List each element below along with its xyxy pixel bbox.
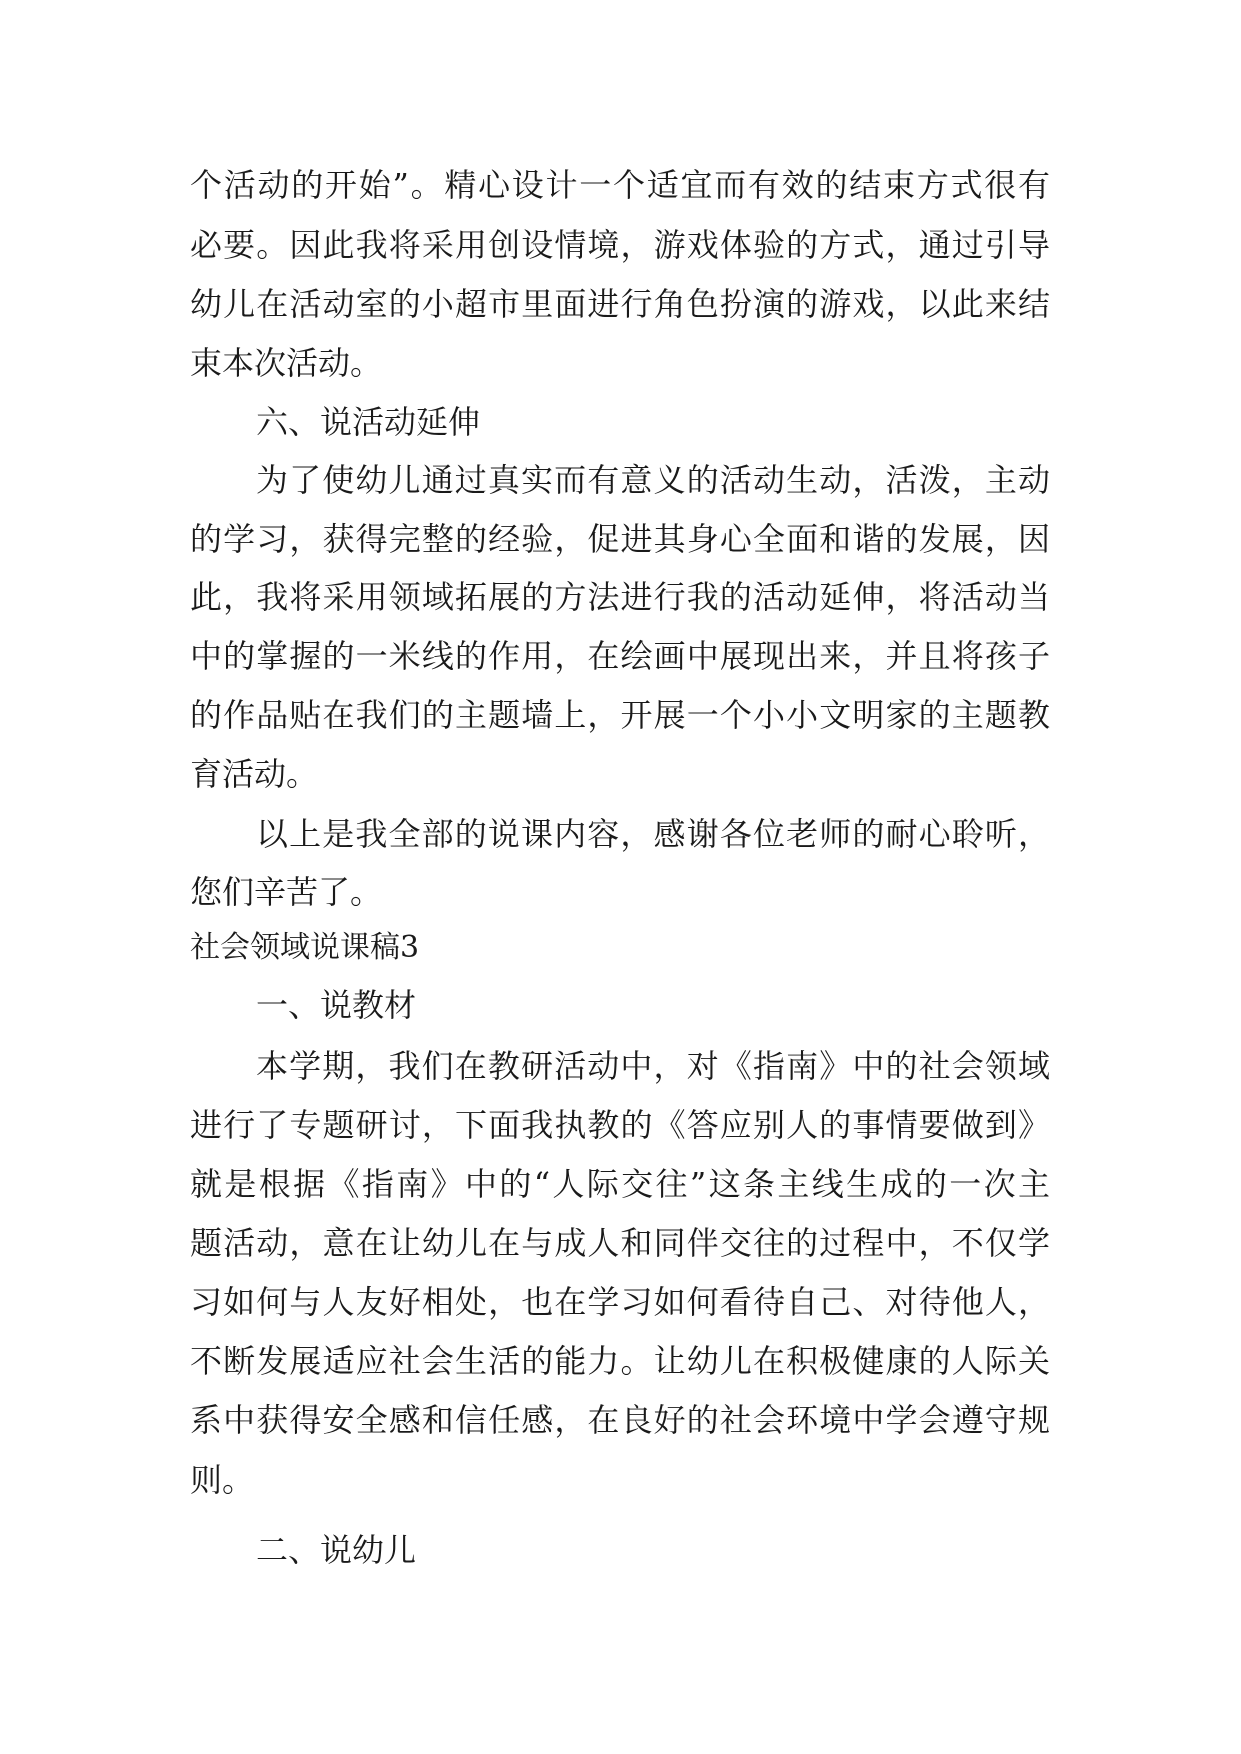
section-heading: 一、说教材 — [256, 986, 417, 1024]
section-heading: 六、说活动延伸 — [256, 403, 481, 441]
body-text-line: 习如何与人友好相处，也在学习如何看待自己、对待他人， — [190, 1283, 1050, 1321]
body-text-line: 进行了专题研讨，下面我执教的《答应别人的事情要做到》 — [190, 1106, 1050, 1144]
body-text-line: 系中获得安全感和信任感，在良好的社会环境中学会遵守规 — [190, 1401, 1050, 1439]
body-text-line: 必要。因此我将采用创设情境，游戏体验的方式，通过引导 — [190, 226, 1050, 264]
body-text-line: 的作品贴在我们的主题墙上，开展一个小小文明家的主题教 — [190, 696, 1050, 734]
body-text-line: 本学期，我们在教研活动中，对《指南》中的社会领域 — [256, 1047, 1050, 1085]
body-text-line: 中的掌握的一米线的作用，在绘画中展现出来，并且将孩子 — [190, 637, 1050, 675]
body-text-line: 您们辛苦了。 — [190, 873, 383, 911]
body-text-line: 为了使幼儿通过真实而有意义的活动生动，活泼，主动 — [256, 461, 1050, 499]
body-text-line: 以上是我全部的说课内容，感谢各位老师的耐心聆听， — [256, 815, 1050, 853]
body-text-line: 题活动，意在让幼儿在与成人和同伴交往的过程中，不仅学 — [190, 1224, 1050, 1262]
body-text-line: 则。 — [190, 1461, 255, 1499]
body-text-line: 就是根据《指南》中的“人际交往”这条主线生成的一次主 — [190, 1165, 1050, 1203]
body-text-line: 束本次活动。 — [190, 344, 383, 382]
body-text-line: 个活动的开始”。精心设计一个适宜而有效的结束方式很有 — [190, 166, 1050, 204]
section-heading: 二、说幼儿 — [256, 1531, 417, 1569]
document-title: 社会领域说课稿3 — [190, 930, 420, 965]
body-text-line: 此，我将采用领域拓展的方法进行我的活动延伸，将活动当 — [190, 578, 1050, 616]
body-text-line: 幼儿在活动室的小超市里面进行角色扮演的游戏，以此来结 — [190, 285, 1050, 323]
body-text-line: 不断发展适应社会生活的能力。让幼儿在积极健康的人际关 — [190, 1342, 1050, 1380]
body-text-line: 育活动。 — [190, 755, 319, 793]
body-text-line: 的学习，获得完整的经验，促进其身心全面和谐的发展，因 — [190, 520, 1050, 558]
